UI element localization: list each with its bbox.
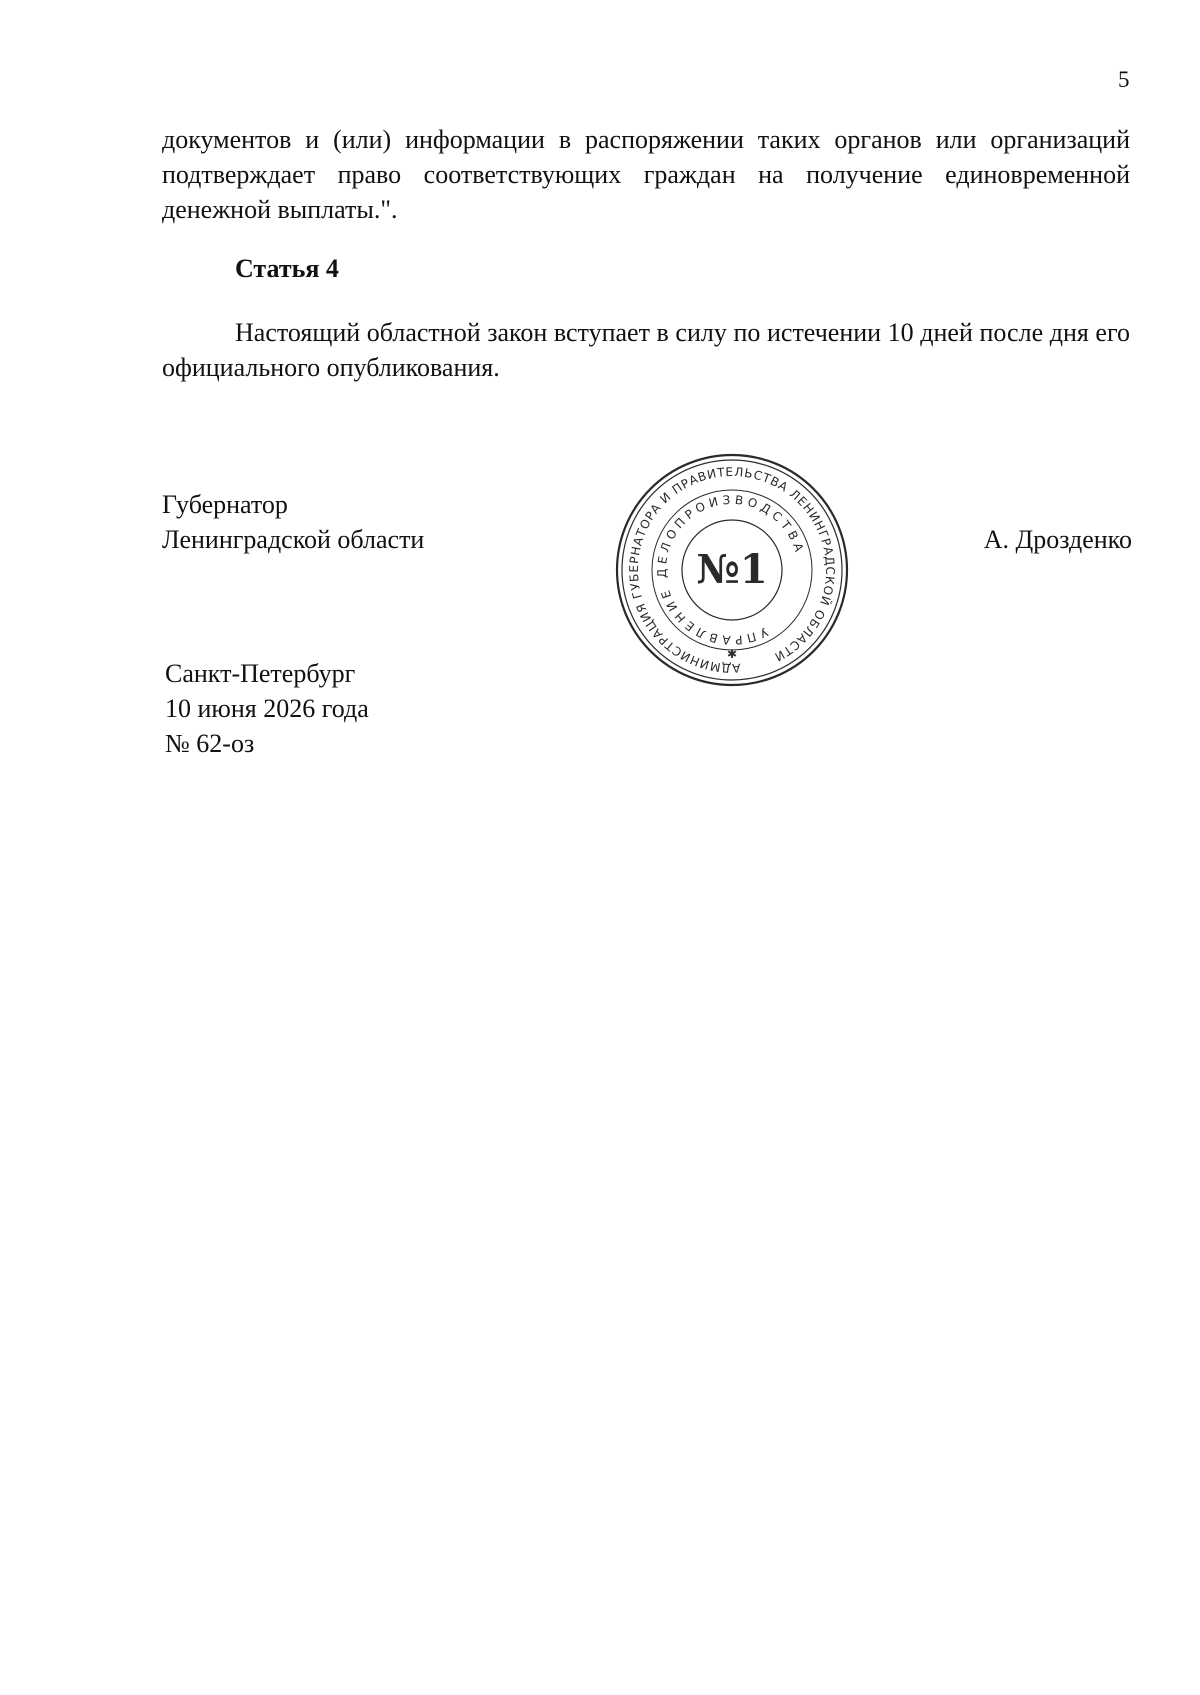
seal-number: №1: [696, 546, 768, 593]
official-seal: [612, 450, 852, 690]
article-heading: Статья 4: [235, 254, 339, 283]
signatory-name: А. Дрозденко: [983, 525, 1132, 554]
seal-star-icon: ✱: [726, 647, 738, 661]
signatory-title-line-1: Губернатор: [162, 490, 288, 519]
article-paragraph: Настоящий областной закон вступает в силу по истечении 10 дней после дня его официального опубликования.: [162, 318, 1130, 382]
date: 10 июня 2026 года: [165, 694, 369, 723]
law-number: № 62-оз: [165, 729, 255, 758]
signatory-title: [162, 487, 424, 557]
page-number: 5: [1118, 67, 1130, 92]
signatory-title-line-2: Ленинградской области: [162, 525, 425, 554]
seal-outer-text: АДМИНИСТРАЦИЯ ГУБЕРНАТОРА И ПРАВИТЕЛЬСТВА ЛЕНИНГРАДСКОЙ ОБЛАСТИ: [626, 464, 838, 676]
seal-inner-text: УПРАВЛЕНИЕ ДЕЛОПРОИЗВОДСТВА: [654, 492, 808, 648]
paragraph-continuation: документов и (или) информации в распоряжении таких органов или организаций подтверждает право соответствующих граждан на получение единовременной денежной выплаты.".: [162, 125, 1130, 224]
city: Санкт-Петербург: [165, 659, 356, 688]
place-date-block: [165, 656, 369, 761]
